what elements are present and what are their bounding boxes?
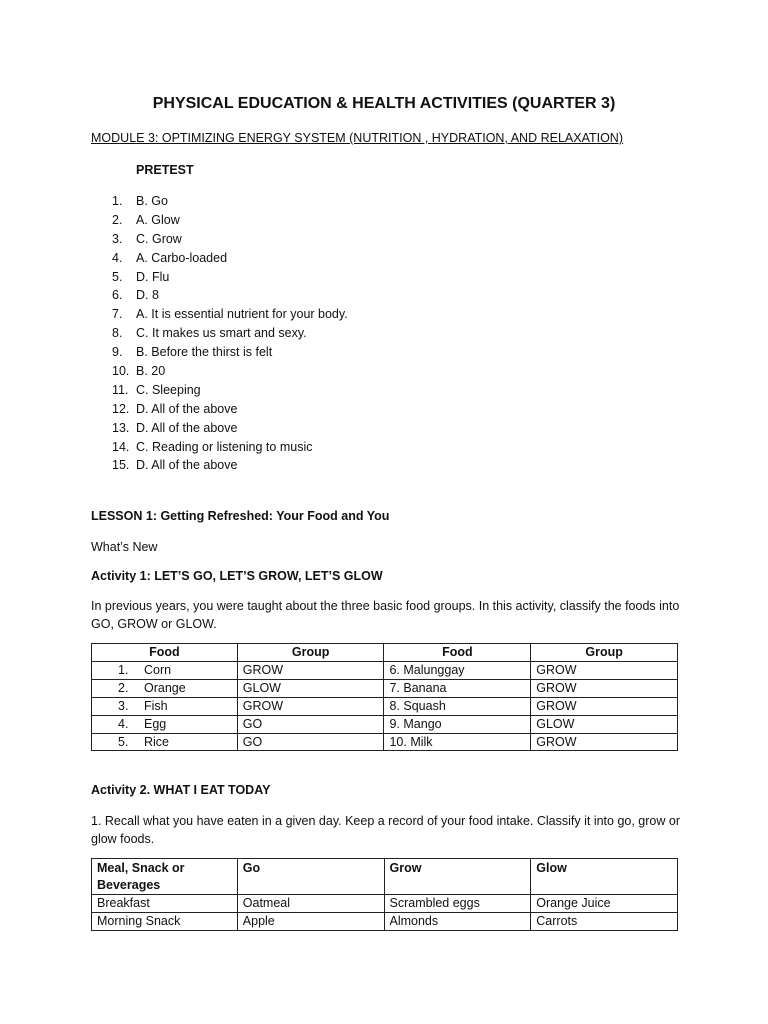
food-intake-table	[91, 858, 678, 931]
food-group-table	[91, 643, 678, 751]
answer-number: 13.	[112, 420, 130, 435]
meal-cell: Breakfast	[92, 895, 238, 913]
answer-text: B. Go	[136, 194, 168, 208]
column-header-group: Group	[237, 644, 384, 662]
column-header-food: Food	[384, 644, 531, 662]
food-number: 4.	[118, 716, 129, 731]
food-cell	[92, 715, 238, 733]
answer-number: 11.	[112, 382, 129, 397]
answer-number: 15.	[112, 458, 130, 473]
table-header-row	[92, 644, 678, 662]
pretest-heading: PRETEST	[136, 163, 194, 177]
answer-number: 12.	[112, 401, 130, 416]
list-item	[112, 456, 348, 475]
answer-text: C. Reading or listening to music	[136, 439, 313, 454]
glow-cell: Carrots	[531, 912, 678, 930]
food-name: Rice	[144, 734, 170, 749]
group-cell: GLOW	[531, 715, 678, 733]
module-heading: MODULE 3: OPTIMIZING ENERGY SYSTEM (NUTRITION , HYDRATION, AND RELAXATION)	[91, 131, 624, 145]
answer-text: A. It is essential nutrient for your body.	[136, 307, 348, 322]
list-item	[112, 192, 348, 211]
pretest-answer-list	[112, 192, 348, 475]
answer-text: D. 8	[136, 288, 159, 303]
food-number: 3.	[118, 698, 129, 713]
column-header-meal: Meal, Snack or Beverages	[92, 859, 238, 895]
food-cell	[92, 661, 238, 679]
food-cell	[92, 733, 238, 751]
food-number: 1.	[118, 662, 129, 677]
grow-cell: Scrambled eggs	[384, 895, 531, 913]
table-row	[92, 715, 678, 733]
list-item	[112, 400, 348, 419]
meal-cell: Morning Snack	[92, 912, 238, 930]
table-header-row	[92, 859, 678, 895]
answer-text: D. All of the above	[136, 401, 238, 416]
list-item	[112, 343, 348, 362]
group-cell: GROW	[531, 697, 678, 715]
column-header-glow: Glow	[531, 859, 678, 895]
list-item	[112, 286, 348, 305]
answer-text: D. All of the above	[136, 458, 238, 473]
list-item	[112, 419, 348, 438]
food-name: Fish	[144, 698, 168, 713]
answer-text: A. Glow	[136, 212, 180, 227]
answer-number: 8.	[112, 326, 123, 341]
food-cell: 8. Squash	[384, 697, 531, 715]
answer-text: D. All of the above	[136, 420, 238, 435]
answer-text: C. Grow	[136, 231, 182, 246]
food-cell	[92, 697, 238, 715]
list-item	[112, 211, 348, 230]
group-cell: GROW	[237, 697, 384, 715]
grow-cell: Almonds	[384, 912, 531, 930]
answer-text: D. Flu	[136, 269, 170, 284]
answer-number: 4.	[112, 250, 123, 265]
table-row	[92, 733, 678, 751]
lesson-heading: LESSON 1: Getting Refreshed: Your Food and You	[91, 509, 390, 523]
food-name: Corn	[144, 662, 172, 677]
food-number: 5.	[118, 734, 129, 749]
answer-number: 5.	[112, 269, 123, 284]
answer-text: B. Before the thirst is felt	[136, 345, 273, 360]
answer-number: 3.	[112, 231, 123, 246]
answer-number: 9.	[112, 345, 123, 360]
answer-number: 14.	[112, 439, 130, 454]
list-item	[112, 230, 348, 249]
group-cell: GROW	[531, 661, 678, 679]
list-item	[112, 305, 348, 324]
answer-number: 7.	[112, 307, 123, 322]
table-row	[92, 661, 678, 679]
food-cell: 6. Malunggay	[384, 661, 531, 679]
group-cell: GROW	[531, 733, 678, 751]
list-item	[112, 381, 348, 400]
answer-number: 2.	[112, 212, 123, 227]
answer-text: B. 20	[136, 364, 166, 379]
food-cell: 10. Milk	[384, 733, 531, 751]
column-header-go: Go	[237, 859, 384, 895]
activity-2-heading: Activity 2. WHAT I EAT TODAY	[91, 783, 271, 797]
go-cell: Oatmeal	[237, 895, 384, 913]
group-cell: GROW	[237, 661, 384, 679]
list-item	[112, 268, 348, 287]
document-title: PHYSICAL EDUCATION & HEALTH ACTIVITIES (QUARTER 3)	[152, 95, 616, 112]
activity-2-instructions: 1. Recall what you have eaten in a given day. Keep a record of your food intake. Classify it into go, grow or glow foods.	[91, 814, 680, 846]
column-header-grow: Grow	[384, 859, 531, 895]
table-row	[92, 679, 678, 697]
group-cell: GLOW	[237, 679, 384, 697]
whats-new-label: What’s New	[91, 540, 158, 554]
table-row	[92, 895, 678, 913]
activity-1-heading: Activity 1: LET’S GO, LET’S GROW, LET’S GLOW	[91, 569, 383, 583]
food-cell: 9. Mango	[384, 715, 531, 733]
list-item	[112, 324, 348, 343]
answer-number: 10.	[112, 364, 130, 379]
table-row	[92, 697, 678, 715]
answer-text: C. Sleeping	[136, 382, 201, 397]
food-cell	[92, 679, 238, 697]
food-name: Egg	[144, 716, 167, 731]
food-cell: 7. Banana	[384, 679, 531, 697]
list-item	[112, 362, 348, 381]
table-row	[92, 912, 678, 930]
answer-number: 1.	[112, 194, 123, 208]
group-cell: GROW	[531, 679, 678, 697]
answer-text: A. Carbo-loaded	[136, 250, 228, 265]
answer-text: C. It makes us smart and sexy.	[136, 326, 307, 341]
column-header-group: Group	[531, 644, 678, 662]
column-header-food: Food	[92, 644, 238, 662]
glow-cell: Orange Juice	[531, 895, 678, 913]
group-cell: GO	[237, 733, 384, 751]
activity-1-instructions: In previous years, you were taught about the three basic food groups. In this activity, classify the foods into GO, GROW or GLOW.	[91, 599, 680, 631]
list-item	[112, 438, 348, 457]
answer-number: 6.	[112, 288, 123, 303]
food-number: 2.	[118, 680, 129, 695]
group-cell: GO	[237, 715, 384, 733]
food-name: Orange	[144, 680, 186, 695]
list-item	[112, 249, 348, 268]
go-cell: Apple	[237, 912, 384, 930]
